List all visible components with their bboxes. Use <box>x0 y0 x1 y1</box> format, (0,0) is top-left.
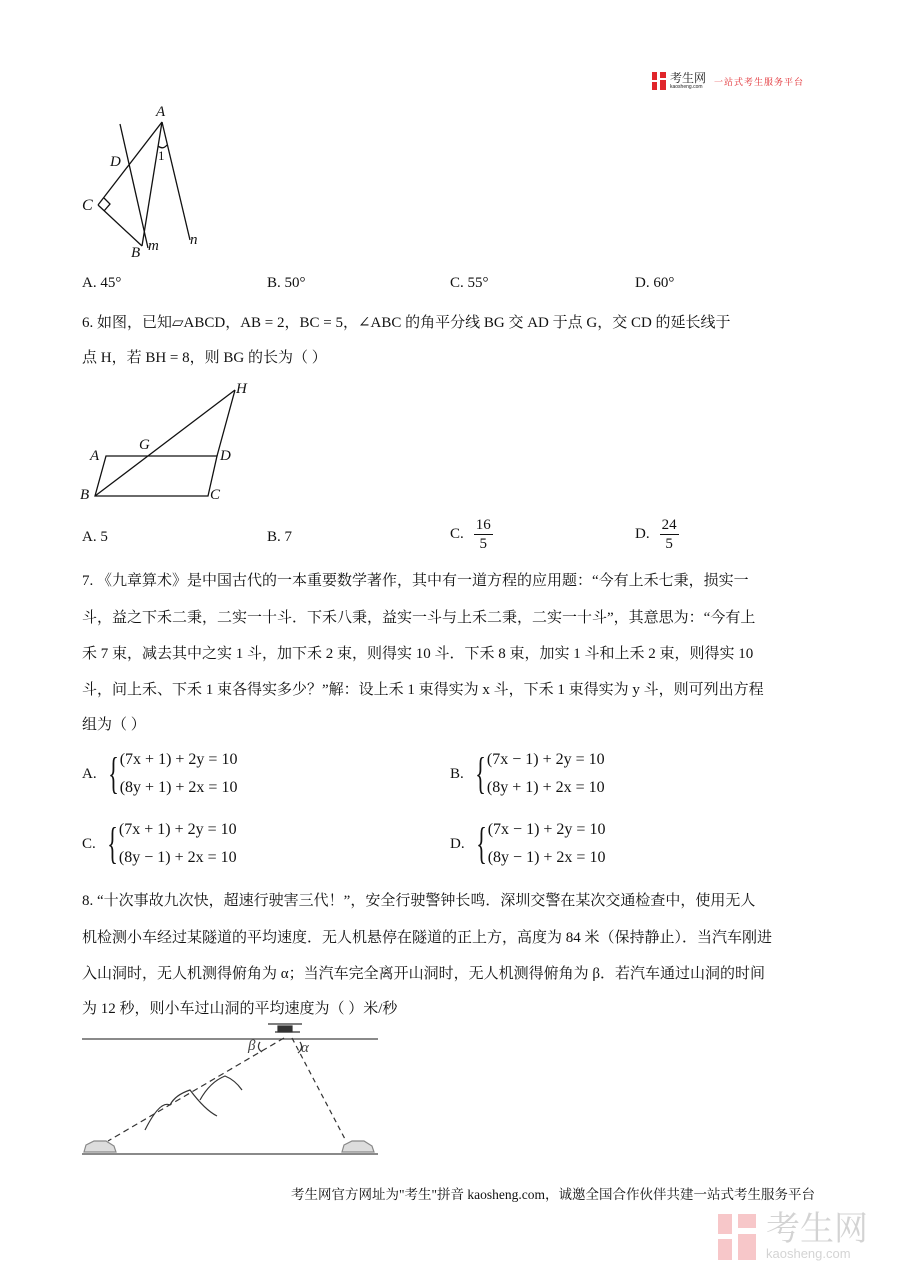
q7-option-d[interactable] <box>450 816 605 872</box>
q6-option-b[interactable]: B. 7 <box>267 529 293 545</box>
label-n: n <box>190 232 198 248</box>
equation: (7x − 1) + 2y = 10 <box>486 751 605 768</box>
watermark-logo-icon <box>718 1214 758 1260</box>
q8-text-line: 为 12 秒，则小车过山洞的平均速度为（ ）米/秒 <box>82 1001 398 1017</box>
q5-option-d[interactable]: D. 60° <box>635 275 675 291</box>
header-logo <box>652 72 804 90</box>
q6-figure <box>0 370 260 510</box>
equation: (8y + 1) + 2x = 10 <box>486 779 605 796</box>
equation: (8y − 1) + 2x = 10 <box>118 849 237 866</box>
brace: { <box>475 819 487 868</box>
q7-option-b[interactable] <box>450 746 605 802</box>
equation: (7x + 1) + 2y = 10 <box>118 821 237 838</box>
brace: { <box>107 819 118 868</box>
watermark-domain: kaosheng.com <box>766 1246 851 1261</box>
label-d: D <box>110 154 121 170</box>
logo-name: 考生网 <box>670 70 707 85</box>
q7-text-line: 禾 7 束，减去其中之实 1 斗，加下禾 2 束，则得实 10 斗．下禾 8 束，加实 1 斗和上禾 2 束，则得实 10 <box>82 646 754 662</box>
q6-text-line2: 点 H，若 BH = 8，则 BG 的长为（ ） <box>82 350 327 366</box>
q8-text-line: 机检测小车经过某隧道的平均速度．无人机悬停在隧道的正上方，高度为 84 米（保持静止）．当汽车刚进 <box>82 930 773 946</box>
option-label: D. <box>635 525 650 542</box>
option-label: B. <box>450 765 464 782</box>
q8-text-line: 8. “十次事故九次快，超速行驶害三代！”，安全行驶警钟长鸣．深圳交警在某次交通检查中，使用无人 <box>82 893 756 909</box>
option-label: C. <box>450 525 464 542</box>
q7-option-c[interactable] <box>82 816 237 872</box>
label-a: A <box>156 104 166 120</box>
label-a: A <box>90 448 100 464</box>
denominator: 5 <box>479 536 488 552</box>
equation: (7x + 1) + 2y = 10 <box>119 751 238 768</box>
equation: (8y + 1) + 2x = 10 <box>119 779 238 796</box>
q6-option-d[interactable] <box>635 516 679 553</box>
label-b: B <box>80 487 90 503</box>
header-slogan: 一站式考生服务平台 <box>714 76 805 87</box>
q6-option-c[interactable] <box>450 516 493 553</box>
label-m: m <box>148 238 159 254</box>
car-icon <box>84 1141 116 1152</box>
q7-text-line: 斗，问上禾、下禾 1 束各得实多少？”解：设上禾 1 束得实为 x 斗，下禾 1 束得实为 y 斗，则可列出方程 <box>82 682 764 698</box>
equation: (8y − 1) + 2x = 10 <box>487 849 606 866</box>
equation: (7x − 1) + 2y = 10 <box>487 821 606 838</box>
logo-icon <box>652 72 666 90</box>
label-g: G <box>139 437 150 453</box>
q7-text-line: 斗，益之下禾二秉，二实一十斗．下禾八秉，益实一斗与上禾二秉，二实一十斗”，其意思为：“今有上 <box>82 610 756 626</box>
footer-text: 考生网官方网址为"考生"拼音 kaosheng.com，诚邀全国合作伙伴共建一站式考生服务平台 <box>291 1187 816 1202</box>
q8-figure <box>70 1020 390 1160</box>
watermark <box>718 1212 868 1261</box>
watermark-name: 考生网 <box>766 1210 868 1248</box>
q7-option-a[interactable] <box>82 746 237 802</box>
q8-text-line: 入山洞时，无人机测得俯角为 α；当汽车完全离开山洞时，无人机测得俯角为 β．若汽车通过山洞的时间 <box>82 966 765 982</box>
numerator: 16 <box>475 517 491 533</box>
q5-option-a[interactable]: A. 45° <box>82 275 122 291</box>
q5-option-c[interactable]: C. 55° <box>450 275 489 291</box>
q5-option-b[interactable]: B. 50° <box>267 275 306 291</box>
label-beta: β <box>248 1038 256 1054</box>
label-alpha: α <box>301 1040 309 1056</box>
option-label: A. <box>82 765 97 782</box>
brace: { <box>107 749 119 798</box>
q7-text-line: 7. 《九章算术》是中国古代的一本重要数学著作，其中有一道方程的应用题：“今有上禾七秉，损实一 <box>82 573 749 589</box>
q6-option-a[interactable]: A. 5 <box>82 529 108 545</box>
q6-text-line1: 6. 如图，已知▱ABCD，AB = 2，BC = 5，∠ABC 的角平分线 BG 交 AD 于点 G，交 CD 的延长线于 <box>82 315 731 331</box>
q5-figure <box>0 0 260 270</box>
label-h: H <box>236 381 247 397</box>
label-c: C <box>82 197 93 214</box>
car-icon <box>342 1141 374 1152</box>
label-angle-1: 1 <box>158 148 165 163</box>
fraction <box>660 516 679 553</box>
denominator: 5 <box>665 536 673 552</box>
option-label: D. <box>450 835 465 852</box>
drone-icon <box>268 1024 302 1032</box>
fraction <box>474 516 493 553</box>
label-d: D <box>220 448 231 464</box>
option-label: C. <box>82 835 96 852</box>
q7-text-line: 组为（ ） <box>82 717 146 733</box>
logo-domain: kaosheng.com <box>670 83 703 90</box>
label-c: C <box>210 487 221 503</box>
label-b: B <box>131 245 141 261</box>
numerator: 24 <box>661 517 677 533</box>
brace: { <box>475 749 486 798</box>
